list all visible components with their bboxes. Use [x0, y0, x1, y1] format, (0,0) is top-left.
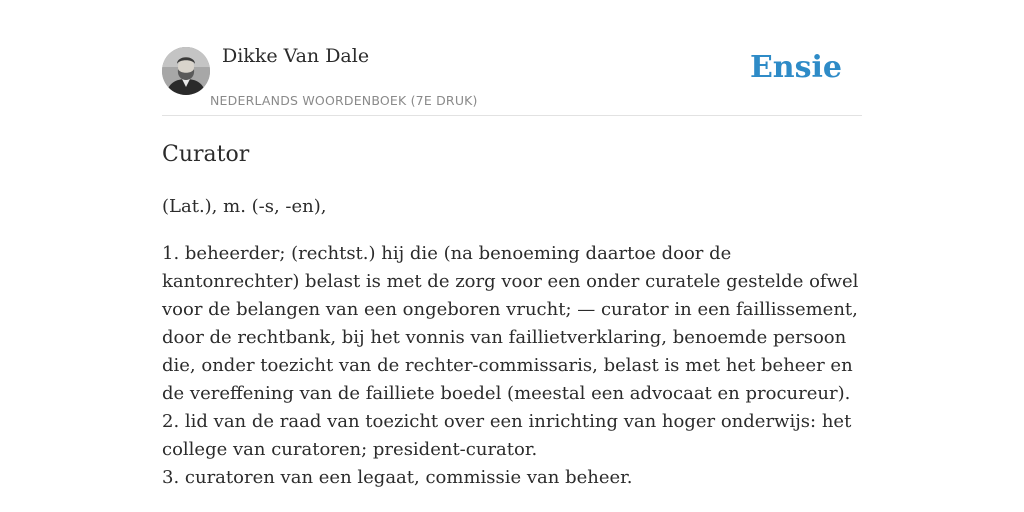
- entry-title: Curator: [162, 142, 250, 167]
- entry-content: [162, 140, 862, 492]
- site-logo[interactable]: Ensie: [749, 50, 842, 85]
- header: [162, 0, 862, 116]
- author-name[interactable]: Dikke Van Dale: [222, 45, 370, 67]
- entry-senses: [162, 240, 862, 492]
- dictionary-source[interactable]: NEDERLANDS WOORDENBOEK (7E DRUK): [210, 93, 478, 108]
- sense-1: 1. beheerder; (rechtst.) hij die (na benoeming daartoe door de kantonrechter) belast is met de zorg voor een onder curatele gestelde ofwel voor de belangen van een ongeboren vrucht; — curator in een faillissement, door de rechtbank, bij het vonnis van faillietverklaring, benoemde persoon die, onder toezicht van de rechter-commissaris, belast is met het beheer en de vereffening van de failliete boedel (meestal een advocaat en procureur).: [162, 243, 859, 404]
- portrait-icon: [162, 47, 210, 95]
- sense-3: 3. curatoren van een legaat, commissie van beheer.: [162, 467, 633, 488]
- entry-grammar: (Lat.), m. (-s, -en),: [162, 196, 327, 217]
- author-avatar[interactable]: [162, 47, 210, 95]
- sense-2: 2. lid van de raad van toezicht over een inrichting van hoger onderwijs: het college van curatoren; president-curator.: [162, 411, 852, 460]
